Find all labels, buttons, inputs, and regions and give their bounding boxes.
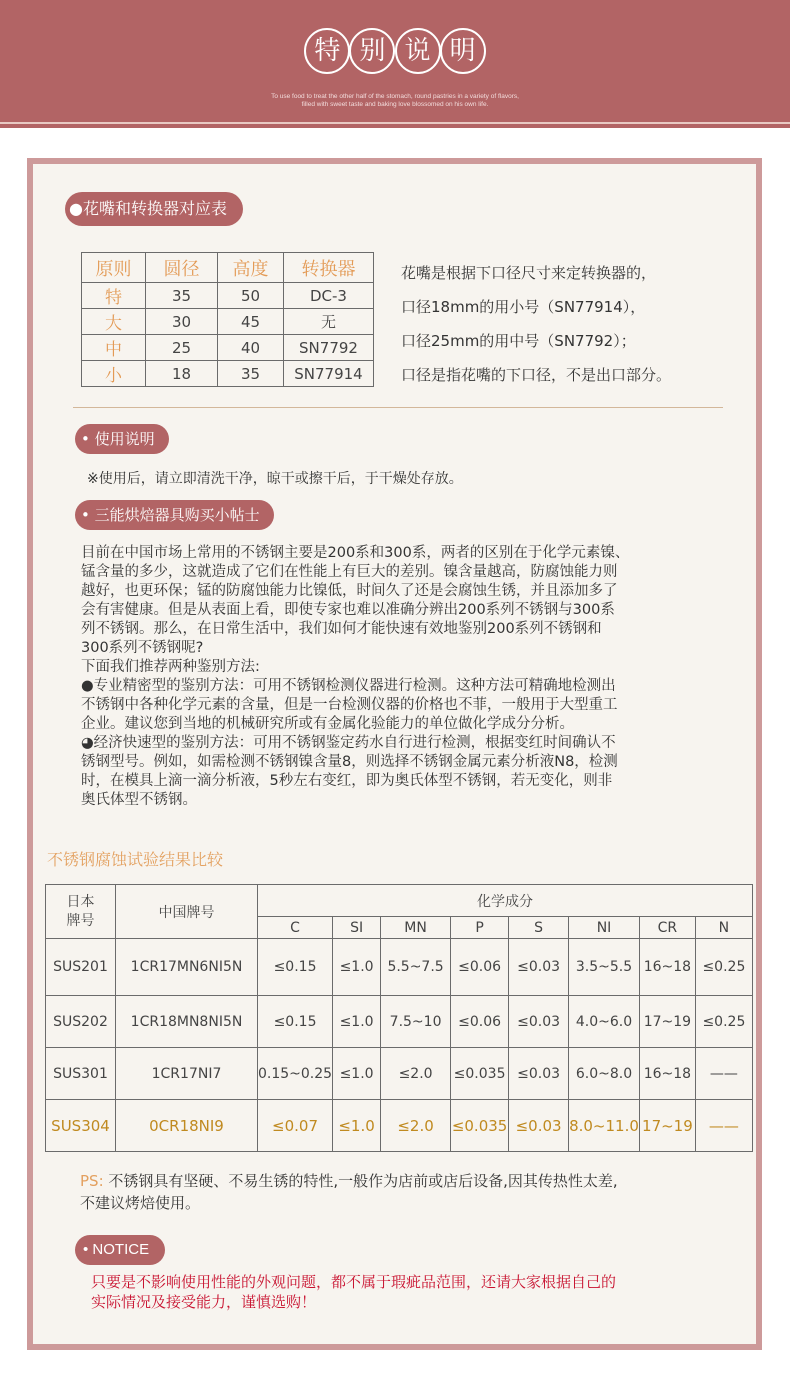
ps-tag: PS: (80, 1172, 104, 1190)
table-cell: ≤1.0 (333, 939, 381, 996)
table-cell: 18 (146, 361, 218, 387)
table-cell: DC-3 (284, 283, 374, 309)
table-cell: SN77914 (284, 361, 374, 387)
tips-body (81, 544, 721, 810)
col-header-jp (46, 885, 116, 939)
table-cell: 小 (82, 361, 146, 387)
usage-text: ※使用后，请立即清洗干净，晾干或擦干后，于干燥处存放。 (87, 471, 463, 487)
table-cell: SUS202 (46, 996, 116, 1048)
table-cell: 16~18 (639, 939, 695, 996)
tips-line: ●专业精密型的鉴别方法：可用不锈钢检测仪器进行检测。这种方法可精确地检测出 (81, 678, 616, 694)
table-cell: ≤0.15 (258, 939, 333, 996)
header-subtitle (0, 93, 790, 109)
table-cell: ≤0.06 (451, 996, 509, 1048)
subtitle-line: filled with sweet taste and baking love blossomed on his own life. (301, 101, 489, 108)
subtitle-line: To use food to treat the other half of the stomach, round pastries in a variety of flavors, (271, 93, 519, 100)
table-header: 转换器 (284, 253, 374, 283)
table-cell: —— (695, 1048, 752, 1100)
table-row (46, 1048, 753, 1100)
table-cell: 0.15~0.25 (258, 1048, 333, 1100)
tips-line: 企业。建议您到当地的机械研究所或有金属化验能力的单位做化学成分分析。 (81, 716, 574, 732)
table-row (82, 309, 374, 335)
section-label-usage: • 使用说明 (75, 424, 169, 454)
header-text: 牌号 (66, 912, 95, 929)
table-cell: ≤1.0 (333, 1100, 381, 1152)
col-header-chem: 化学成分 (258, 885, 753, 917)
table-cell: SUS304 (46, 1100, 116, 1152)
comparison-title: 不锈钢腐蚀试验结果比较 (47, 850, 224, 869)
table-cell: 特 (82, 283, 146, 309)
table-cell: 中 (82, 335, 146, 361)
table-cell: SUS201 (46, 939, 116, 996)
table-cell: ≤1.0 (333, 996, 381, 1048)
table-cell: ≤0.06 (451, 939, 509, 996)
table-cell: 8.0~11.0 (569, 1100, 640, 1152)
table-cell: 16~18 (639, 1048, 695, 1100)
element-header: MN (381, 917, 451, 939)
title-char: 明 (440, 28, 486, 74)
element-header: SI (333, 917, 381, 939)
content-panel (27, 158, 762, 1350)
tips-line: 锈钢型号。例如，如需检测不锈钢镍含量8，则选择不锈钢金属元素分析液N8，检测 (81, 754, 618, 770)
table-cell: ≤0.25 (695, 996, 752, 1048)
table-cell: 30 (146, 309, 218, 335)
header-divider (0, 122, 790, 124)
ps-line: 不建议烤焙使用。 (80, 1194, 201, 1212)
table-cell: ≤0.03 (509, 1100, 569, 1152)
element-header: C (258, 917, 333, 939)
table-cell: ≤1.0 (333, 1048, 381, 1100)
nozzle-converter-table (81, 252, 374, 387)
table-cell: ≤0.07 (258, 1100, 333, 1152)
element-header: CR (639, 917, 695, 939)
tips-line: 下面我们推荐两种鉴别方法: (81, 659, 260, 675)
tips-line: 奥氏体型不锈钢。 (81, 792, 197, 808)
element-header: NI (569, 917, 640, 939)
tips-line: 锰含量的多少，这就造成了它们在性能上有巨大的差别。镍含量越高，防腐蚀能力则 (81, 564, 618, 580)
notice-text (91, 1272, 731, 1312)
notice-line: 只要是不影响使用性能的外观问题，都不属于瑕疵品范围，还请大家根据自己的 (91, 1273, 617, 1291)
header-banner (0, 0, 790, 128)
tips-line: 不锈钢中各种化学元素的含量，但是一台检测仪器的价格也不菲，一般用于大型重工 (81, 697, 618, 713)
table-cell: 40 (218, 335, 284, 361)
table-cell: SUS301 (46, 1048, 116, 1100)
table-cell: 45 (218, 309, 284, 335)
section-label-nozzle-table: ●花嘴和转换器对应表 (65, 192, 243, 226)
section-divider (73, 407, 723, 408)
table-cell: 3.5~5.5 (569, 939, 640, 996)
table-cell: ≤0.03 (509, 996, 569, 1048)
table-row (46, 1100, 753, 1152)
table-cell: 5.5~7.5 (381, 939, 451, 996)
note-line: 花嘴是根据下口径尺寸来定转换器的， (401, 264, 657, 282)
table-cell: 6.0~8.0 (569, 1048, 640, 1100)
ps-line: 不锈钢具有坚硬、不易生锈的特性,一般作为店前或店后设备,因其传热性太差, (103, 1172, 618, 1190)
table-row (82, 283, 374, 309)
section-label-notice: • NOTICE (75, 1235, 165, 1265)
table-row (46, 996, 753, 1048)
table-cell: SN7792 (284, 335, 374, 361)
table-cell: 50 (218, 283, 284, 309)
table-cell: —— (695, 1100, 752, 1152)
table-row (82, 335, 374, 361)
table-cell: ≤0.03 (509, 939, 569, 996)
tips-line: ◕经济快速型的鉴别方法：可用不锈钢鉴定药水自行进行检测，根据变红时间确认不 (81, 735, 616, 751)
table-cell: 7.5~10 (381, 996, 451, 1048)
title-char: 说 (395, 28, 441, 74)
table-cell: ≤2.0 (381, 1048, 451, 1100)
note-line: 口径25mm的用中号（SN7792）； (401, 332, 636, 350)
table-cell: 17~19 (639, 1100, 695, 1152)
table-cell: 35 (146, 283, 218, 309)
note-line: 口径18mm的用小号（SN77914）， (401, 298, 646, 316)
table-cell: ≤0.03 (509, 1048, 569, 1100)
table-cell: 35 (218, 361, 284, 387)
notice-line: 实际情况及接受能力，谨慎选购！ (91, 1293, 317, 1311)
nozzle-notes (401, 256, 671, 392)
table-cell: ≤0.035 (451, 1048, 509, 1100)
table-cell: 1CR17NI7 (116, 1048, 258, 1100)
ps-note (80, 1170, 740, 1214)
element-header: S (509, 917, 569, 939)
tips-line: 时，在模具上滴一滴分析液，5秒左右变红，即为奥氏体型不锈钢，若无变化，则非 (81, 773, 613, 789)
table-cell: ≤0.15 (258, 996, 333, 1048)
table-row (46, 939, 753, 996)
table-cell: 1CR17MN6NI5N (116, 939, 258, 996)
table-cell: 大 (82, 309, 146, 335)
element-header: P (451, 917, 509, 939)
title-char: 特 (304, 28, 350, 74)
steel-comparison-table (45, 884, 753, 1152)
header-text: 日本 (66, 893, 95, 910)
table-header: 原则 (82, 253, 146, 283)
tips-line: 列不锈钢。那么，在日常生活中，我们如何才能快速有效地鉴别200系列不锈钢和 (81, 621, 602, 637)
table-row (82, 361, 374, 387)
tips-line: 目前在中国市场上常用的不锈钢主要是200系和300系，两者的区别在于化学元素镍、 (81, 545, 630, 561)
page-title (0, 28, 790, 74)
table-cell: ≤0.25 (695, 939, 752, 996)
table-header: 圆径 (146, 253, 218, 283)
table-cell: 无 (284, 309, 374, 335)
col-header-cn: 中国牌号 (116, 885, 258, 939)
table-cell: 25 (146, 335, 218, 361)
tips-line: 会有害健康。但是从表面上看，即使专家也难以准确分辨出200系列不锈钢与300系 (81, 602, 615, 618)
title-char: 别 (349, 28, 395, 74)
table-cell: 1CR18MN8NI5N (116, 996, 258, 1048)
table-header: 高度 (218, 253, 284, 283)
tips-line: 越好，也更环保；锰的防腐蚀能力比镍低，时间久了还是会腐蚀生锈，并且添加多了 (81, 583, 618, 599)
table-cell: ≤2.0 (381, 1100, 451, 1152)
table-cell: 4.0~6.0 (569, 996, 640, 1048)
table-cell: 0CR18NI9 (116, 1100, 258, 1152)
tips-line: 300系列不锈钢呢? (81, 640, 204, 656)
element-header: N (695, 917, 752, 939)
table-cell: ≤0.035 (451, 1100, 509, 1152)
section-label-tips: • 三能烘焙器具购买小帖士 (75, 500, 274, 530)
table-cell: 17~19 (639, 996, 695, 1048)
note-line: 口径是指花嘴的下口径，不是出口部分。 (401, 366, 672, 384)
